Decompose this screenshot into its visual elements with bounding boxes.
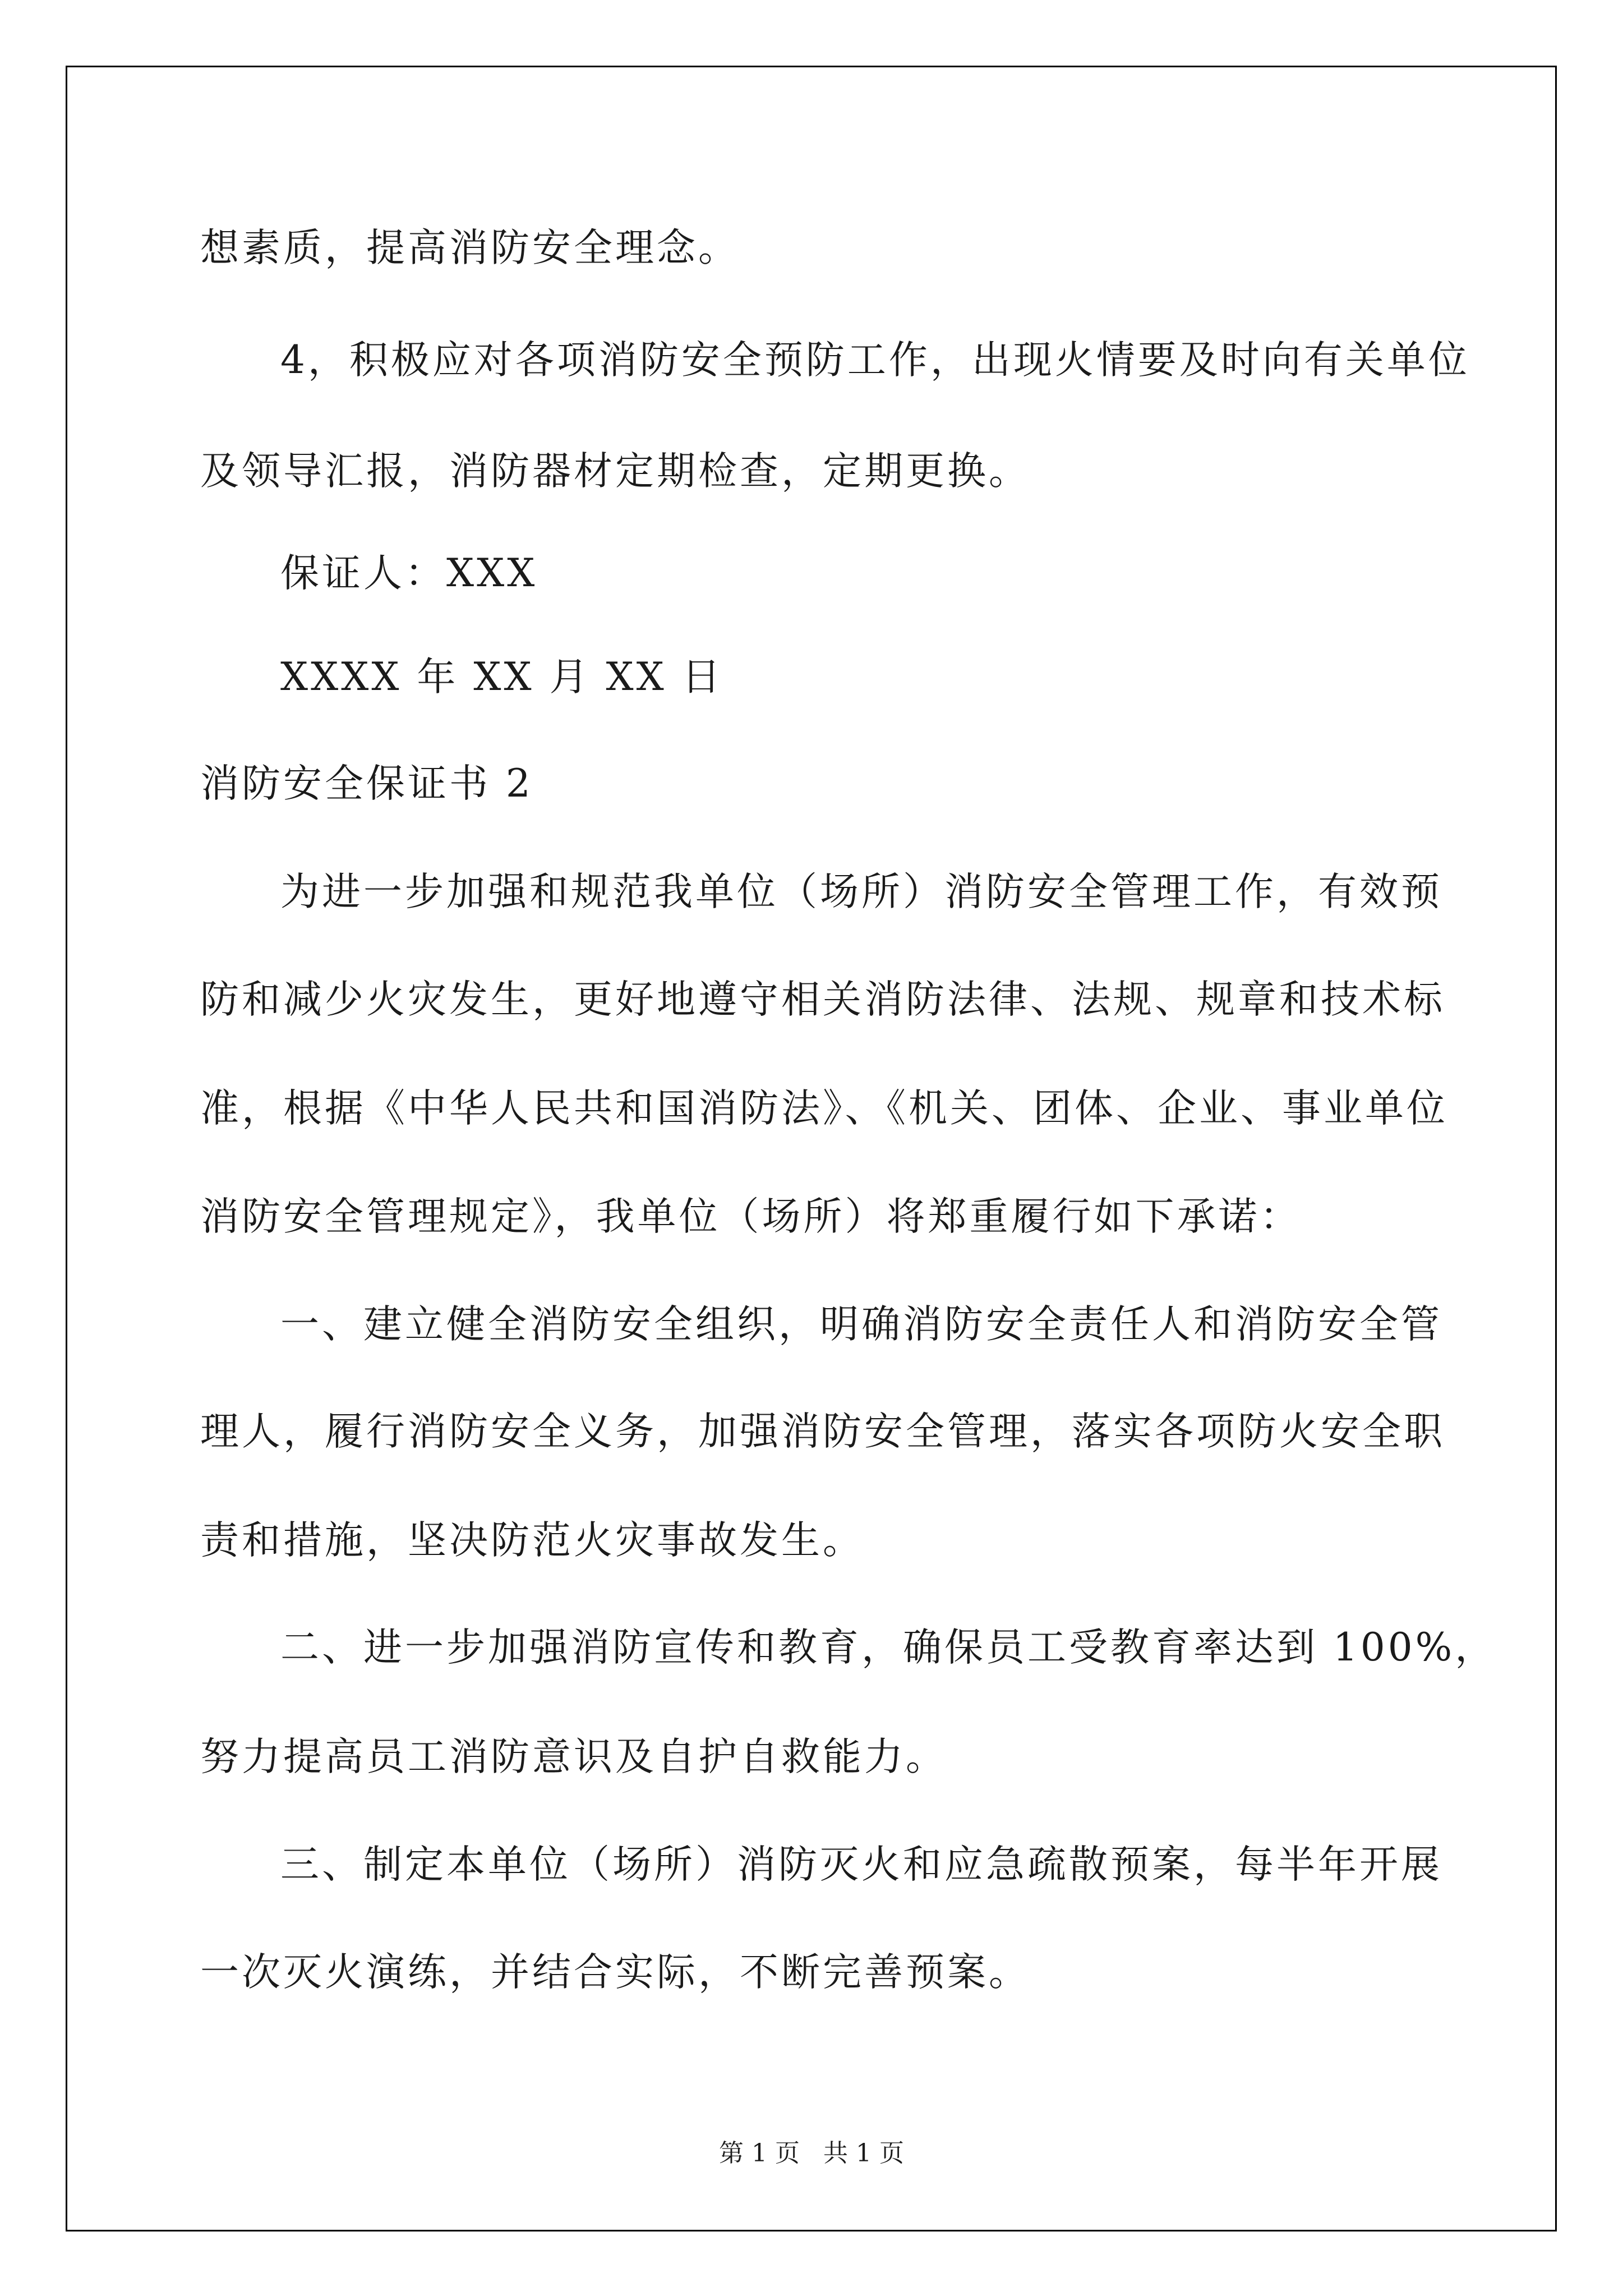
guarantor-line: 保证人：XXX [280,551,538,596]
paragraph-line: 防和减少火灾发生，更好地遵守相关消防法律、法规、规章和技术标 [200,977,1445,1022]
page-number-footer: 第 1 页 共 1 页 [719,2139,904,2168]
paragraph-line: 一、建立健全消防安全组织，明确消防安全责任人和消防安全管 [280,1302,1442,1347]
paragraph-line: 理人，履行消防安全义务，加强消防安全管理，落实各项防火安全职 [200,1409,1445,1454]
paragraph-line: 一次灭火演练，并结合实际，不断完善预案。 [200,1950,1030,1995]
paragraph-line: 消防安全管理规定》，我单位（场所）将郑重履行如下承诺： [200,1194,1302,1239]
paragraph-line: 4，积极应对各项消防安全预防工作，出现火情要及时向有关单位 [280,338,1470,383]
paragraph-line: 二、进一步加强消防宣传和教育，确保员工受教育率达到 100%， [280,1625,1497,1670]
paragraph-line: 想素质，提高消防安全理念。 [200,226,740,270]
paragraph-line: 为进一步加强和规范我单位（场所）消防安全管理工作，有效预 [280,869,1442,914]
paragraph-line: 努力提高员工消防意识及自护自救能力。 [200,1734,947,1779]
section-title: 消防安全保证书 2 [200,761,533,806]
paragraph-line: 责和措施，坚决防范火灾事故发生。 [200,1518,864,1563]
paragraph-line: 三、制定本单位（场所）消防灭火和应急疏散预案，每半年开展 [280,1842,1442,1887]
paragraph-line: 及领导汇报，消防器材定期检查，定期更换。 [200,449,1030,494]
page-border [66,66,1557,2231]
date-line: XXXX 年 XX 月 XX 日 [280,655,723,700]
paragraph-line: 准，根据《中华人民共和国消防法》、《机关、团体、企业、事业单位 [200,1086,1448,1131]
